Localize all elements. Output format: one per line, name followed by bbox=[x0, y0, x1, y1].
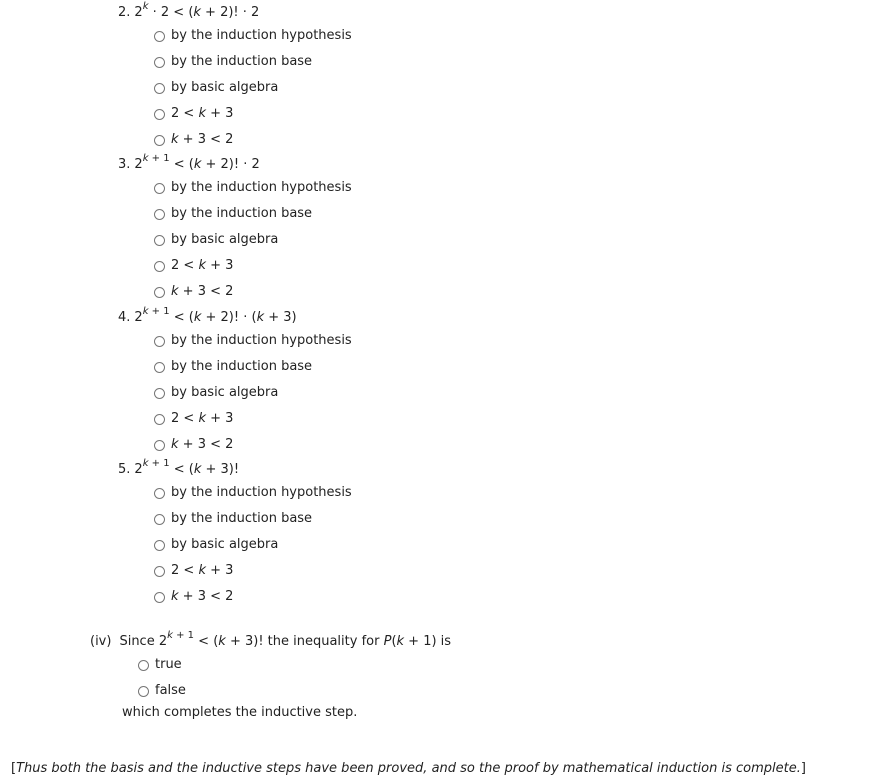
option-induction-base[interactable]: by the induction base bbox=[154, 506, 352, 532]
radio-button[interactable] bbox=[154, 566, 165, 577]
option-induction-hypothesis[interactable]: by the induction hypothesis bbox=[154, 23, 352, 49]
radio-button[interactable] bbox=[154, 183, 165, 194]
option-2-lt-k-plus-3[interactable]: 2 < k + 3 bbox=[154, 406, 352, 432]
radio-button[interactable] bbox=[154, 540, 165, 551]
inequality-text: < (k + 2)! · (k + 3) bbox=[173, 310, 297, 325]
option-k-plus-3-lt-2[interactable]: k + 3 < 2 bbox=[154, 432, 352, 458]
power-exponent: k + 1 bbox=[167, 629, 195, 641]
true-false-options bbox=[138, 652, 451, 704]
radio-button[interactable] bbox=[138, 660, 149, 671]
power-base: 2 bbox=[134, 5, 143, 20]
power-base: 2 bbox=[134, 462, 143, 477]
radio-button[interactable] bbox=[154, 592, 165, 603]
radio-button[interactable] bbox=[154, 414, 165, 425]
radio-button[interactable] bbox=[154, 336, 165, 347]
radio-button[interactable] bbox=[154, 362, 165, 373]
inequality-text: · 2 < (k + 2)! · 2 bbox=[152, 5, 260, 20]
part-iv bbox=[90, 629, 452, 704]
option-true[interactable]: true bbox=[138, 652, 451, 678]
radio-button[interactable] bbox=[154, 109, 165, 120]
power-exponent: k + 1 bbox=[142, 457, 170, 469]
open-bracket: [ bbox=[11, 761, 17, 776]
option-k-plus-3-lt-2[interactable]: k + 3 < 2 bbox=[154, 584, 352, 610]
step-2 bbox=[118, 0, 352, 153]
inequality-text: < (k + 3)! bbox=[173, 462, 240, 477]
radio-button[interactable] bbox=[154, 440, 165, 451]
inequality-text: < (k + 3)! the inequality for P(k + 1) is bbox=[198, 634, 452, 649]
option-false[interactable]: false bbox=[138, 678, 451, 704]
radio-button[interactable] bbox=[154, 31, 165, 42]
justification-options bbox=[154, 23, 352, 153]
radio-button[interactable] bbox=[154, 235, 165, 246]
power-exponent: k + 1 bbox=[142, 305, 170, 317]
step-number: 5. bbox=[118, 462, 131, 477]
option-induction-base[interactable]: by the induction base bbox=[154, 49, 352, 75]
since-text: Since bbox=[119, 634, 155, 649]
inequality-text: < (k + 2)! · 2 bbox=[173, 157, 260, 172]
option-2-lt-k-plus-3[interactable]: 2 < k + 3 bbox=[154, 558, 352, 584]
power-exponent: k + 1 bbox=[142, 152, 170, 164]
option-induction-hypothesis[interactable]: by the induction hypothesis bbox=[154, 480, 352, 506]
step-3-statement bbox=[118, 152, 352, 175]
conclusion-note bbox=[11, 759, 806, 779]
justification-options bbox=[154, 175, 352, 305]
power-base: 2 bbox=[134, 310, 143, 325]
radio-button[interactable] bbox=[154, 261, 165, 272]
radio-button[interactable] bbox=[138, 686, 149, 697]
radio-button[interactable] bbox=[154, 209, 165, 220]
step-4-statement bbox=[118, 305, 352, 328]
inductive-step-tail: which completes the inductive step. bbox=[122, 705, 358, 720]
justification-options bbox=[154, 480, 352, 610]
close-bracket: ] bbox=[800, 761, 806, 776]
radio-button[interactable] bbox=[154, 135, 165, 146]
option-induction-hypothesis[interactable]: by the induction hypothesis bbox=[154, 175, 352, 201]
radio-button[interactable] bbox=[154, 488, 165, 499]
option-basic-algebra[interactable]: by basic algebra bbox=[154, 227, 352, 253]
step-5-statement bbox=[118, 457, 352, 480]
option-basic-algebra[interactable]: by basic algebra bbox=[154, 75, 352, 101]
option-k-plus-3-lt-2[interactable]: k + 3 < 2 bbox=[154, 279, 352, 305]
option-induction-hypothesis[interactable]: by the induction hypothesis bbox=[154, 328, 352, 354]
power-base: 2 bbox=[158, 634, 168, 649]
part-tag: (iv) bbox=[90, 634, 112, 649]
step-number: 4. bbox=[118, 310, 131, 325]
step-3 bbox=[118, 152, 352, 305]
radio-button[interactable] bbox=[154, 514, 165, 525]
radio-button[interactable] bbox=[154, 83, 165, 94]
step-2-statement bbox=[118, 0, 352, 23]
step-4 bbox=[118, 305, 352, 458]
power-base: 2 bbox=[134, 157, 143, 172]
part-iv-statement bbox=[90, 629, 452, 652]
option-induction-base[interactable]: by the induction base bbox=[154, 354, 352, 380]
step-number: 3. bbox=[118, 157, 131, 172]
option-2-lt-k-plus-3[interactable]: 2 < k + 3 bbox=[154, 101, 352, 127]
option-basic-algebra[interactable]: by basic algebra bbox=[154, 532, 352, 558]
power-exponent: k bbox=[142, 0, 149, 12]
justification-options bbox=[154, 328, 352, 458]
option-2-lt-k-plus-3[interactable]: 2 < k + 3 bbox=[154, 253, 352, 279]
option-k-plus-3-lt-2[interactable]: k + 3 < 2 bbox=[154, 127, 352, 153]
radio-button[interactable] bbox=[154, 287, 165, 298]
step-number: 2. bbox=[118, 5, 131, 20]
radio-button[interactable] bbox=[154, 388, 165, 399]
step-5 bbox=[118, 457, 352, 610]
option-basic-algebra[interactable]: by basic algebra bbox=[154, 380, 352, 406]
radio-button[interactable] bbox=[154, 57, 165, 68]
option-induction-base[interactable]: by the induction base bbox=[154, 201, 352, 227]
conclusion-text: Thus both the basis and the inductive steps have been proved, and so the proof by mathematical induction is complete. bbox=[16, 761, 801, 776]
